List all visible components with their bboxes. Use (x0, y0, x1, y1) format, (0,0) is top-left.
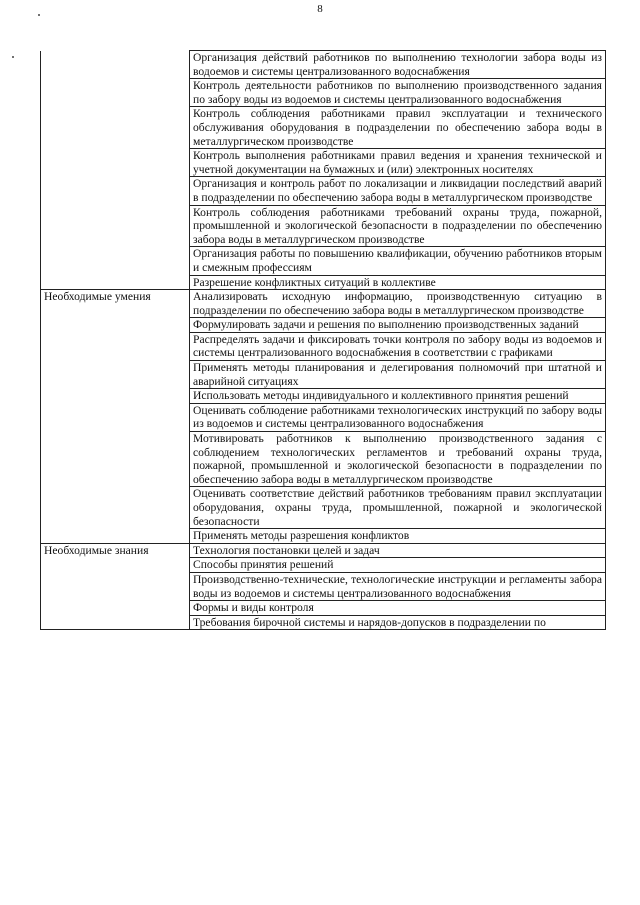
table-cell-item: Разрешение конфликтных ситуаций в коллективе (190, 275, 606, 290)
table-cell-item: Анализировать исходную информацию, производственную ситуацию в подразделении по обеспечению забора воды в металлургическом производстве (190, 290, 606, 318)
group-label (41, 51, 190, 290)
table-row (41, 290, 606, 318)
table-cell-item: Оценивать соблюдение работниками технологических инструкций по забору воды из водоемов и системы централизованного водоснабжения (190, 403, 606, 431)
table-cell-item: Применять методы разрешения конфликтов (190, 529, 606, 544)
table-cell-item: Использовать методы индивидуального и коллективного принятия решений (190, 389, 606, 404)
scan-speck (12, 56, 14, 58)
group-label: Необходимые знания (41, 543, 190, 630)
table-cell-item: Распределять задачи и фиксировать точки контроля по забору воды из водоемов и системы централизованного водоснабжения в соответствии с графиками (190, 332, 606, 360)
table-row (41, 51, 606, 79)
table-cell-item: Контроль соблюдения работниками правил эксплуатации и технического обслуживания оборудования в подразделении по обеспечению забора воды в металлургическом производстве (190, 107, 606, 149)
table-cell-item: Контроль выполнения работниками правил ведения и хранения технической и учетной документации на бумажных и (или) электронных носителях (190, 149, 606, 177)
page-number: 8 (317, 3, 323, 15)
table-cell-item: Мотивировать работников к выполнению производственного задания с соблюдением технологических регламентов и требований охраны труда, пожарной, промышленной и экологической безопасности в подразделении по обеспечению забора воды в металлургическом производстве (190, 432, 606, 487)
table-cell-item: Требования бирочной системы и нарядов-допусков в подразделении по (190, 615, 606, 630)
requirements-table (40, 50, 606, 630)
table-cell-item: Организация действий работников по выполнению технологии забора воды из водоемов и системы централизованного водоснабжения (190, 51, 606, 79)
table-cell-item: Контроль деятельности работников по выполнению производственного задания по забору воды из водоемов и системы централизованного водоснабжения (190, 79, 606, 107)
table-cell-item: Организация и контроль работ по локализации и ликвидации последствий аварий в подразделении по обеспечению забора воды в металлургическом производстве (190, 177, 606, 205)
table-cell-item: Формулировать задачи и решения по выполнению производственных заданий (190, 318, 606, 333)
group-label: Необходимые умения (41, 290, 190, 544)
table-cell-item: Формы и виды контроля (190, 601, 606, 616)
table-cell-item: Оценивать соответствие действий работников требованиям правил эксплуатации оборудования, охраны труда, промышленной, пожарной и экологической безопасности (190, 487, 606, 529)
table-cell-item: Производственно-технические, технологические инструкции и регламенты забора воды из водоемов и системы централизованного водоснабжения (190, 572, 606, 600)
table-row (41, 543, 606, 558)
table-cell-item: Контроль соблюдения работниками требований охраны труда, пожарной, промышленной и экологической безопасности в подразделении по обеспечению забора воды в металлургическом производстве (190, 205, 606, 247)
table-cell-item: Организация работы по повышению квалификации, обучению работников вторым и смежным профессиям (190, 247, 606, 275)
table-cell-item: Технология постановки целей и задач (190, 543, 606, 558)
table-cell-item: Применять методы планирования и делегирования полномочий при штатной и аварийной ситуациях (190, 361, 606, 389)
table-cell-item: Способы принятия решений (190, 558, 606, 573)
